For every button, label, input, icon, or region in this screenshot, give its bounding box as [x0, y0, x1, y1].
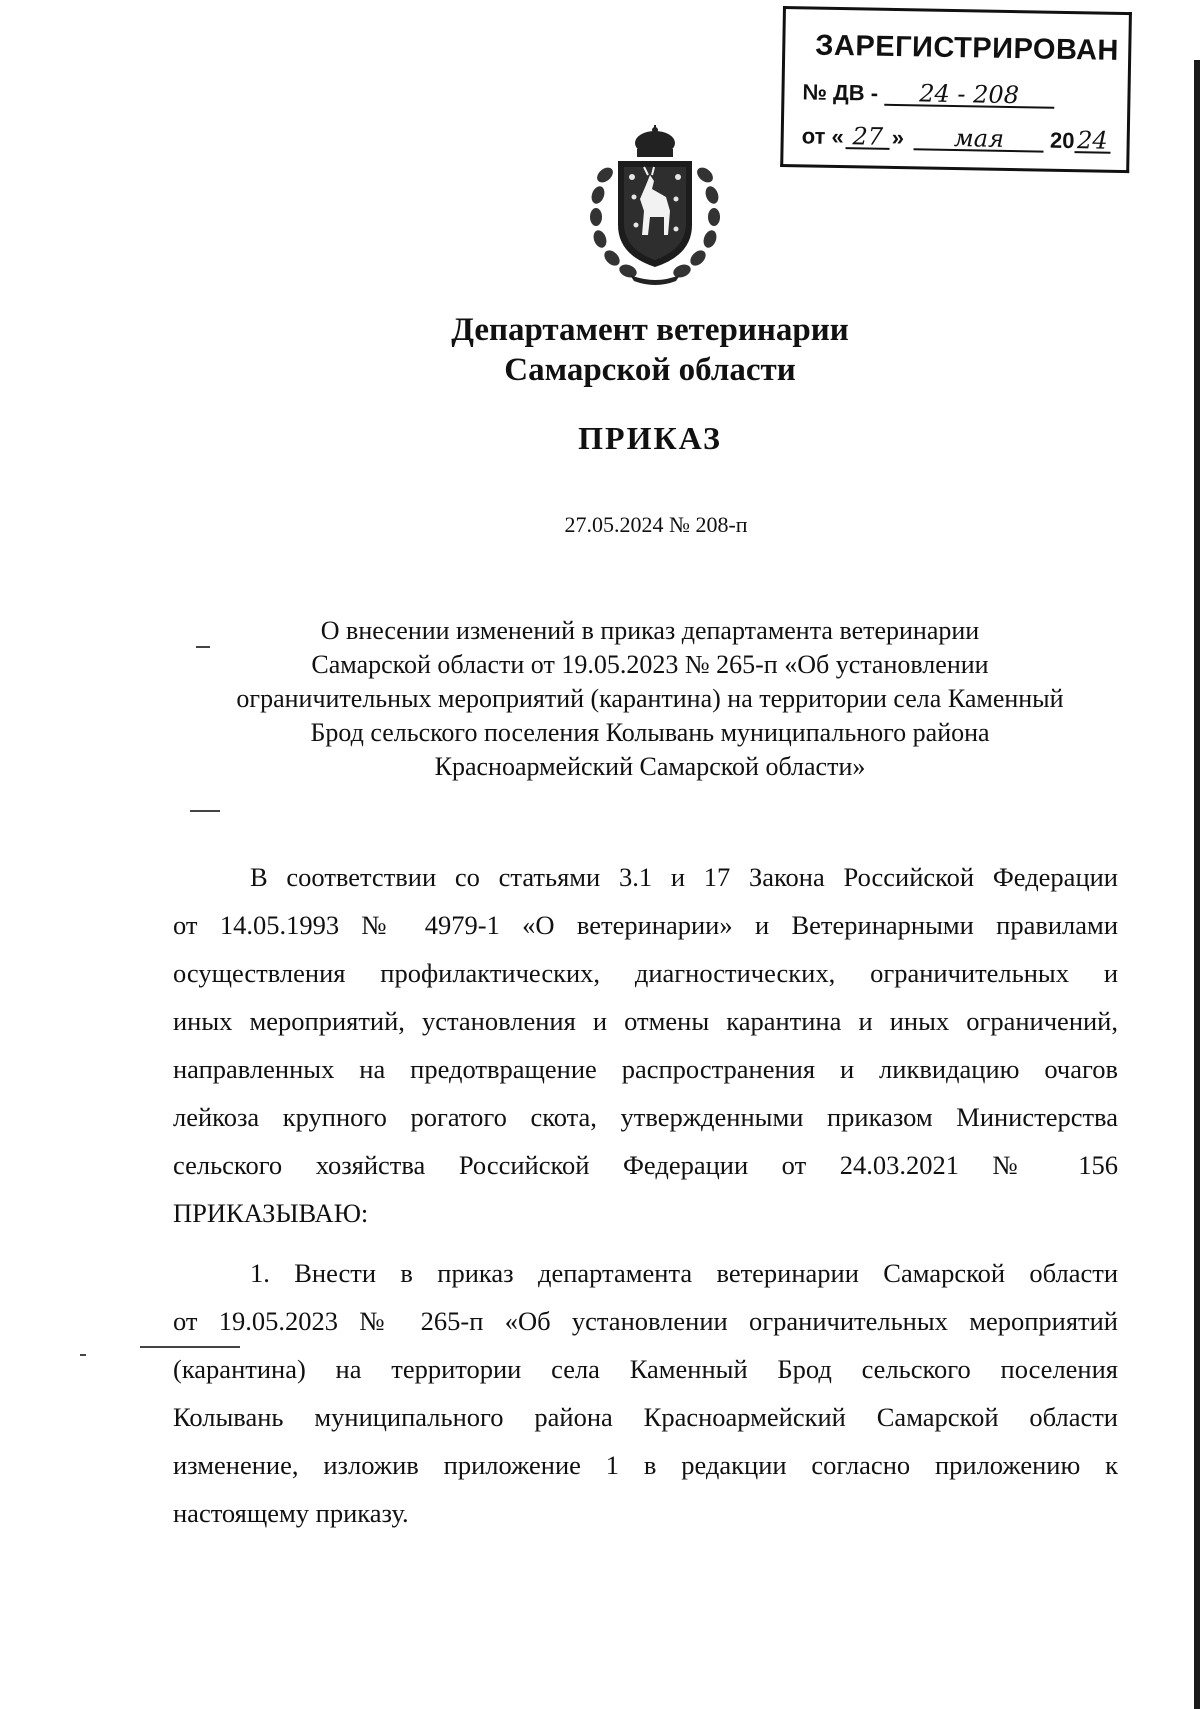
stamp-date-prefix: от «: [801, 123, 844, 150]
scan-speck: [80, 1354, 86, 1356]
organization-name-line2: Самарской области: [504, 352, 796, 388]
preamble-line: от 14.05.1993 № 4979-1 «О ветеринарии» и Ветеринарными правилами: [173, 910, 1118, 940]
stamp-year-handwritten: 24: [1074, 129, 1110, 154]
preamble-line: направленных на предотвращение распространения и ликвидацию очагов: [173, 1054, 1118, 1084]
stamp-number-row: [802, 79, 1054, 109]
stamp-number-handwritten: 24 - 208: [884, 82, 1054, 109]
scan-speck: [140, 1346, 240, 1348]
order-keyword: ПРИКАЗЫВАЮ:: [173, 1198, 369, 1228]
subject-line: О внесении изменений в приказ департамента ветеринарии: [320, 616, 980, 645]
preamble-line: В соответствии со статьями 3.1 и 17 Закона Российской Федерации: [250, 862, 1118, 892]
item-line: настоящему приказу.: [173, 1498, 409, 1528]
stamp-year-prefix: 20: [1049, 127, 1075, 154]
item-line: от 19.05.2023 № 265-п «Об установлении ограничительных мероприятий: [173, 1306, 1118, 1336]
preamble-line: сельского хозяйства Российской Федерации от 24.03.2021 № 156: [173, 1150, 1118, 1180]
scan-speck: [190, 810, 220, 812]
stamp-title: ЗАРЕГИСТРИРОВАН: [815, 29, 1120, 67]
stamp-month-handwritten: мая: [914, 126, 1044, 152]
subject-line: Самарской области от 19.05.2023 № 265-п «Об установлении: [311, 650, 989, 679]
coat-of-arms-icon: [580, 125, 730, 285]
document-date-number: 27.05.2024 № 208-п: [564, 512, 748, 537]
item-line: изменение, изложив приложение 1 в редакции согласно приложению к: [173, 1450, 1118, 1480]
document-type-title: ПРИКАЗ: [578, 420, 722, 456]
item-line: Колывань муниципального района Красноармейский Самарской области: [173, 1402, 1118, 1432]
stamp-number-label: № ДВ -: [802, 79, 879, 106]
organization-name-line1: Департамент ветеринарии: [451, 312, 849, 348]
stamp-day-handwritten: 27: [846, 125, 890, 150]
subject-line: Красноармейский Самарской области»: [434, 752, 866, 781]
item-line: 1. Внести в приказ департамента ветеринарии Самарской области: [250, 1258, 1118, 1288]
stamp-bottom-border: [780, 164, 1129, 173]
scan-speck: [196, 646, 210, 648]
subject-line: Брод сельского поселения Колывань муниципального района: [310, 718, 990, 747]
registration-stamp: [780, 6, 1132, 173]
stamp-date-row: [802, 123, 1111, 154]
preamble-line: иных мероприятий, установления и отмены карантина и иных ограничений,: [173, 1006, 1118, 1036]
scan-edge: [1194, 60, 1200, 1709]
preamble-line: лейкоза крупного рогатого скота, утвержденными приказом Министерства: [173, 1102, 1118, 1132]
item-line: (карантина) на территории села Каменный Брод сельского поселения: [173, 1354, 1118, 1384]
subject-line: ограничительных мероприятий (карантина) на территории села Каменный: [236, 684, 1064, 713]
preamble-line: осуществления профилактических, диагностических, ограничительных и: [173, 958, 1118, 988]
stamp-date-quote: »: [891, 124, 905, 151]
